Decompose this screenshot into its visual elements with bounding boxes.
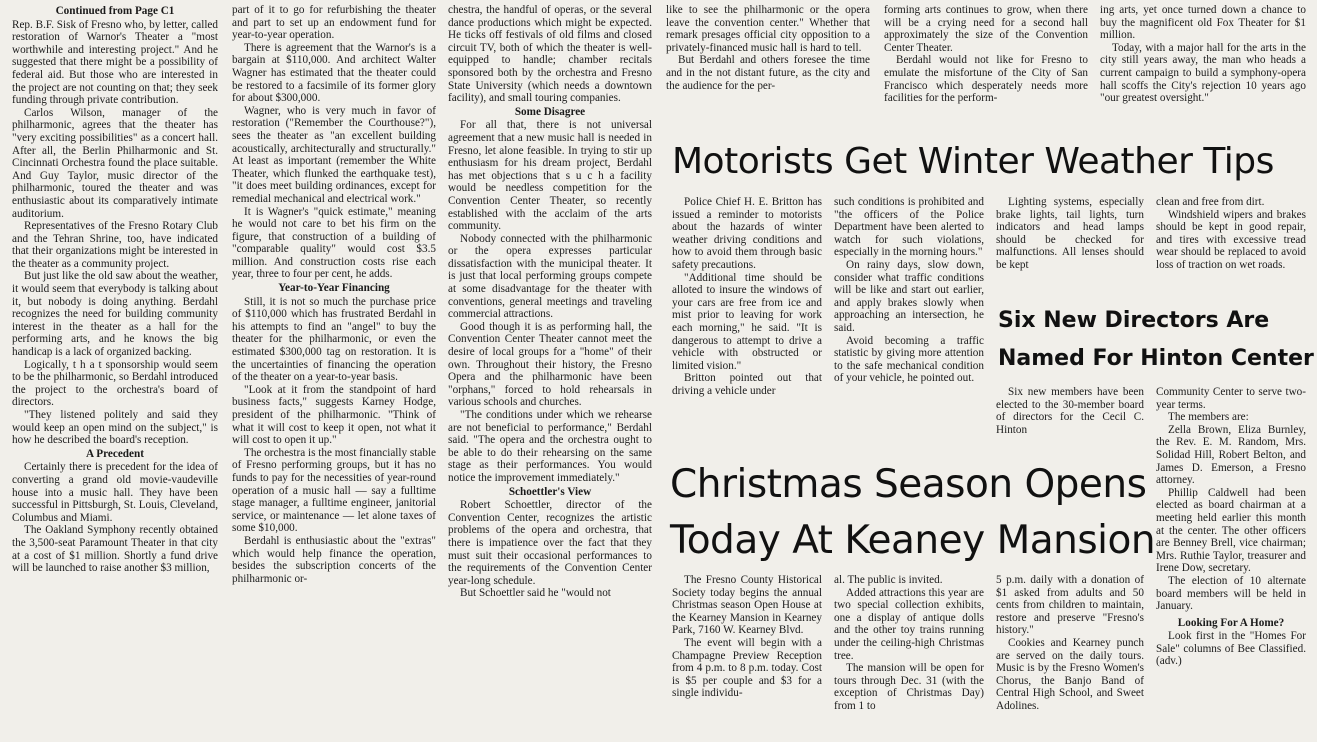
paragraph: Berdahl is enthusiastic about the "extras" which would help finance the operation, besides the subscription concerts of the philharmonic or- — [232, 534, 436, 585]
paragraph: "Additional time should be alloted to insure the windows of your cars are free from ice and mist prior to leaving for work each morning," he said. "It is dangerous to attempt to drive a vehicle with obstructed or limited vision." — [672, 271, 822, 372]
ad-heading: Looking For A Home? — [1177, 616, 1285, 629]
paragraph: Britton pointed out that driving a vehicle under — [672, 372, 822, 397]
paragraph: "The conditions under which we rehearse are not beneficial to performance," Berdahl said. "The opera and the orchestra ought to be able to do their rehearsing on the same stage as their performances. You would notice the improvement immediately." — [448, 409, 652, 484]
christmas-column-3 — [996, 574, 1144, 740]
paragraph: On rainy days, slow down, consider what traffic conditions will be like and start out earlier, and apply brakes slowly when approaching an intersection, he said. — [834, 258, 984, 334]
paragraph: Today, with a major hall for the arts in the city still years away, the man who heads a current campaign to build a symphony-opera hall scoffs the City's rejection 10 years ago "our greatest oversight." — [1100, 41, 1306, 105]
paragraph: The members are: — [1168, 411, 1249, 424]
paragraph: Wagner, who is very much in favor of restoration ("Remember the Courthouse?"), sees the theater as "an excellent building acoustically, architecturally and structurally." At least as important (remember the White Theater, which flunked the earthquake test), "it does meet building ordinances, except for remedial mechanical and electrical work." — [232, 104, 436, 205]
paragraph: Rep. B.F. Sisk of Fresno who, by letter, called restoration of Warnor's Theater a "most worthwhile and interesting project." And he suggested that there might be a possibility of federal aid. But those who are interested in the project are not counting on that; they seek funding through private contribution. — [12, 18, 218, 107]
paragraph: Logically, t h a t sponsorship would seem to be the philharmonic, so Berdahl introduced the project to the orchestra's board of directors. — [12, 358, 218, 409]
paragraph: "They listened politely and said they would keep an open mind on the subject," is how he described the board's reception. — [12, 409, 218, 447]
paragraph: Robert Schoettler, director of the Convention Center, recognizes the artistic problems of the opera and orchestra, that there is impatience over the fact that they must suit their occasional performances to the requirements of the Convention Center year-long schedule. — [448, 499, 652, 587]
paragraph: Representatives of the Fresno Rotary Club and the Tehran Shrine, too, have indicated that their organizations might be interested in the theater as a community project. — [12, 220, 218, 270]
motorists-column-1 — [672, 196, 822, 448]
paragraph: ing arts, yet once turned down a chance to buy the magnificent old Fox Theater for $1 million. — [1100, 4, 1306, 42]
motorists-column-4 — [1156, 196, 1306, 296]
article-column-4 — [666, 4, 870, 136]
ad-text: Look first in the "Homes For Sale" columns of Bee Classified. (adv.) — [1156, 630, 1306, 668]
motorists-headline: Motorists Get Winter Weather Tips — [672, 141, 1274, 182]
article-column-5 — [884, 4, 1088, 136]
paragraph: Avoid becoming a traffic statistic by giving more attention to the safe mechanical condition of your vehicle, he pointed out. — [834, 334, 984, 385]
subheading: Year-to-Year Financing — [278, 282, 390, 295]
article-column-3 — [448, 4, 652, 742]
paragraph: Added attractions this year are two special collection exhibits, one a display of antique dolls and the other toy trains running under the ceiling-high Christmas tree. — [834, 586, 984, 662]
paragraph: Phillip Caldwell had been elected as board chairman at a meeting held earlier this month at the center. The other officers are Benney Brell, vice chairman; Mrs. Ruthie Taylor, treasurer and Irene Dow, secretary. — [1156, 486, 1306, 575]
paragraph: Certainly there is precedent for the idea of converting a grand old movie-vaudeville house into a music hall. They have been successful in Pittsburgh, St. Louis, Cleveland, Columbus and Miami. — [12, 461, 218, 524]
paragraph: 5 p.m. daily with a donation of $1 asked from adults and 50 cents from children to maintain, restore and preserve "Fresno's history." — [996, 574, 1144, 637]
paragraph: Community Center to serve two-year terms. — [1156, 386, 1306, 411]
paragraph: The mansion will be open for tours through Dec. 31 (with the exception of Christmas Day) from 1 to — [834, 662, 984, 712]
paragraph: Good though it is as performing hall, the Convention Center Theater cannot meet the desire of local groups for a "home" of their own. Throughout their history, the Fresno Opera and the philharmonic have been "orphans," forced to hold rehearsals in various schools and churches. — [448, 320, 652, 409]
paragraph: part of it to go for refurbishing the theater and part to set up an endowment fund for year-to-year operation. — [232, 4, 436, 42]
paragraph: Berdahl would not like for Fresno to emulate the misfortune of the City of San Francisco which desperately needs more facilities for the perform- — [884, 54, 1088, 105]
paragraph: But just like the old saw about the weather, it would seem that everybody is talking about it, but nobody is doing anything. Berdahl recognizes the need for building community interest in the theater as a hall for the performing arts, and he knows the big handicap is a lack of organized backing. — [12, 270, 218, 359]
paragraph: Still, it is not so much the purchase price of $110,000 which has frustrated Berdahl in his attempts to find an "angel" to buy the theater for the philharmonic, or even the estimated $300,000 tag on restoration. It is the uncertainties of financing the operation of the theater on a year-to-year basis. — [232, 295, 436, 384]
paragraph: For all that, there is not universal agreement that a new music hall is needed in Fresno, let alone feasible. In trying to stir up enthusiasm for his dream project, Berdahl has met objections that s u c h a facility would be needless competition for the Convention Center Theater, so recently established with the acclaim of the arts community. — [448, 119, 652, 233]
paragraph: clean and free from dirt. — [1156, 196, 1265, 208]
subheading: A Precedent — [86, 447, 144, 460]
paragraph: But Schoettler said he "would not — [460, 587, 611, 600]
directors-headline-line-2: Named For Hinton Center — [998, 346, 1314, 371]
paragraph: Windshield wipers and brakes should be kept in good repair, and tires with excessive tread wear should be replaced to avoid loss of traction on wet roads. — [1156, 208, 1306, 271]
paragraph: Six new members have been elected to the 30-member board of directors for the Cecil C. Hinton — [996, 386, 1144, 436]
directors-column-1 — [996, 386, 1144, 466]
paragraph: such conditions is prohibited and "the officers of the Police Department have been alerted to watch for such violations, especially in the morning hours." — [834, 196, 984, 259]
paragraph: Lighting systems, especially brake lights, tail lights, turn indicators and head lamps should be checked for malfunctions. All lenses should be kept — [996, 196, 1144, 271]
paragraph: Police Chief H. E. Britton has issued a reminder to motorists about the hazards of winter weather driving conditions and how to avoid them through basic safety precautions. — [672, 196, 822, 271]
christmas-column-1 — [672, 574, 822, 740]
paragraph: al. The public is invited. — [834, 574, 943, 586]
paragraph: The event will begin with a Champagne Preview Reception from 4 p.m. to 8 p.m. today. Cost is $5 per couple and $3 for a single individu- — [672, 636, 822, 700]
article-column-2 — [232, 4, 436, 742]
continued-heading: Continued from Page C1 — [55, 5, 175, 17]
christmas-headline-line-1: Christmas Season Opens — [670, 462, 1147, 507]
christmas-headline-line-2: Today At Keaney Mansion — [670, 518, 1156, 563]
paragraph: But Berdahl and others foresee the time and in the not distant future, as the city and the audience for the per- — [666, 54, 870, 92]
paragraph: Nobody connected with the philharmonic or the opera expresses particular dissatisfaction with the municipal theater. It is just that local performing groups compete at some disadvantage for the theater with conventions, general meetings and traveling commercial attractions. — [448, 232, 652, 321]
paragraph: It is Wagner's "quick estimate," meaning he would not care to bet his firm on the figure, that construction of a building of "comparable quality" would cost $3.5 million. And construction costs rise each year, three to four per cent, he adds. — [232, 205, 436, 281]
paragraph: Carlos Wilson, manager of the philharmonic, agrees that the theater has "very exciting possibilities" as a concert hall. After all, the Berlin Philharmonic and St. Cincinnati Orchestra found the place suitable. And Guy Taylor, music director of the philharmonic, toured the theater and was enthusiastic about its comparatively intimate auditorium. — [12, 106, 218, 220]
subheading: Some Disagree — [514, 105, 586, 118]
paragraph: The Fresno County Historical Society today begins the annual Christmas season Open House at the Kearney Mansion in Kearney Park, 7160 W. Kearney Blvd. — [672, 574, 822, 637]
paragraph: There is agreement that the Warnor's is a bargain at $110,000. And architect Walter Wagner has estimated that the theater could be restored to a facsimile of its former glory for about $300,000. — [232, 41, 436, 105]
paragraph: chestra, the handful of operas, or the several dance productions which might be expected. He ticks off festivals of old films and closed circuit TV, both of which the theater is well-equipped to handle; chamber recitals sponsored both by the orchestra and Fresno State University (which needs a downtown facility), and small touring companies. — [448, 4, 652, 105]
christmas-column-2 — [834, 574, 984, 740]
subheading: Schoettler's View — [508, 485, 592, 498]
paragraph: The orchestra is the most financially stable of Fresno performing groups, but it has no funds to pay for the necessities of year-round operation of a music hall — say a fulltime stage manager, a fulltime engineer, janitorial service, or maintenance — let alone taxes of some $10,000. — [232, 446, 436, 535]
paragraph: Cookies and Kearney punch are served on the daily tours. Music is by the Fresno Women's Chorus, the Banjo Band of Central High School, and Sweet Adolines. — [996, 636, 1144, 712]
directors-column-2 — [1156, 386, 1306, 740]
paragraph: The election of 10 alternate board members will be held in January. — [1156, 574, 1306, 613]
paragraph: like to see the philharmonic or the opera leave the convention center." Whether that remark presages official city opposition to a privately-financed music hall is hard to tell. — [666, 4, 870, 54]
directors-headline-line-1: Six New Directors Are — [998, 308, 1270, 333]
article-column-6 — [1100, 4, 1306, 136]
paragraph: Zella Brown, Eliza Burnley, the Rev. E. M. Random, Mrs. Solidad Hill, Robert Belton, and James D. Emerson, a Fresno attorney. — [1156, 423, 1306, 487]
motorists-column-2 — [834, 196, 984, 448]
article-column-1 — [12, 4, 218, 742]
paragraph: "Look at it from the standpoint of hard business facts," suggests Karney Hodge, president of the philharmonic. "Think of what it will cost to keep it open, not what it will cost to open it up." — [232, 383, 436, 447]
paragraph: forming arts continues to grow, when there will be a crying need for a second hall approximately the size of the Convention Center Theater. — [884, 4, 1088, 54]
motorists-column-3 — [996, 196, 1144, 296]
paragraph: The Oakland Symphony recently obtained the 3,500-seat Paramount Theater in that city at a cost of $1 million. Shortly a fund drive will be launched to raise another $3 million, — [12, 524, 218, 575]
